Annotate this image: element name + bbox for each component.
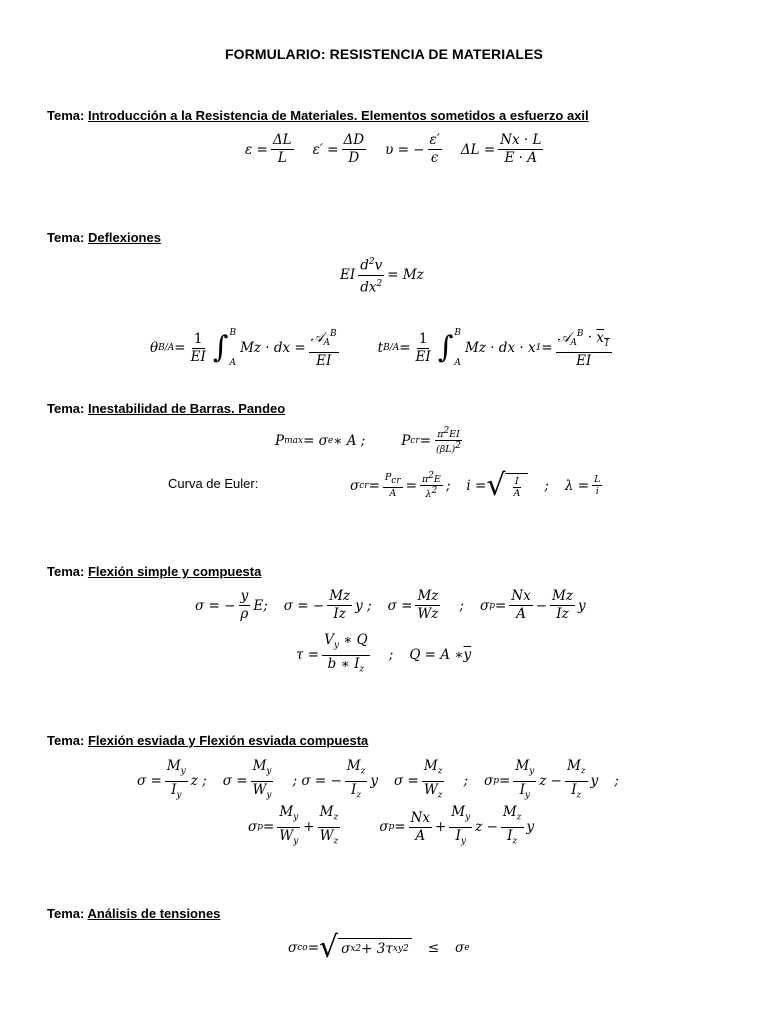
document-title: FORMULARIO: RESISTENCIA DE MATERIALES [225, 46, 543, 62]
topic-prefix: Tema: [47, 230, 85, 245]
topic-prefix: Tema: [47, 906, 85, 921]
topic-title: Deflexiones [87, 230, 161, 245]
moment-area-equations: θ B/A = 1 EI ∫ B A Mz · dx = 𝒜$_A^B$ EI t B/A = 1 EI ∫ B A Mz · dx · x 1 = 𝒜$_A^B$ · $x_1$ EI [150, 326, 615, 370]
von-mises-equation: σ co = √ σ x 2 + 3τ xy 2 ≤ σ e [288, 930, 470, 965]
topic-heading [47, 401, 285, 416]
topic-title: Flexión simple y compuesta [87, 564, 262, 579]
euler-equations: σ cr = $P_{cr}$ A = $\pi^2E$ $\lambda^2$ ; i = √ I A ; λ = L i [350, 468, 601, 503]
topic-heading [47, 108, 589, 123]
topic-heading [47, 733, 368, 748]
oblique-composite-equations: σ p = $M_y$ $W_y$ + $M_z$ $W_z$ σ p = Nx A + $M_y$ $I_y$ z − $M_z$ $I_z$ y [248, 804, 535, 847]
oblique-bending-equations: σ = $M_y$ $I_y$ z ; σ = $M_y$ $W_y$ ; σ = − $M_z$ $I_z$ y σ = $M_z$ $W_z$ ; σ p = $M_y$ $I_y$ z − $M_z$ $I_z$ y ; [137, 758, 619, 801]
topic-heading [47, 564, 261, 579]
topic-title: Flexión esviada y Flexión esviada compuesta [87, 733, 369, 748]
euler-label: Curva de Euler: [168, 476, 259, 491]
topic-heading [47, 230, 161, 245]
topic-heading [47, 906, 220, 921]
elastic-curve-equation: EI $d^2v$ $dx^2$ = Mz [340, 254, 424, 296]
axial-equations: ε = ΔL L ε′ = ΔD D υ = − ε′ ϵ ΔL = Nx · L E · A [245, 132, 542, 166]
shear-equations: τ = $V_y$ ∗ Q b ∗ $I_z$ ; Q = A ∗ $\overline{y}$ [296, 632, 472, 675]
topic-prefix: Tema: [47, 108, 85, 123]
topic-prefix: Tema: [47, 564, 85, 579]
topic-prefix: Tema: [47, 733, 85, 748]
bending-equations: σ = − y ρ E; σ = − Mz Iz y ; σ = Mz Wz ; σ p = Nx A − Mz Iz y [195, 588, 586, 622]
topic-prefix: Tema: [47, 401, 85, 416]
topic-title: Inestabilidad de Barras. Pandeo [87, 401, 286, 416]
topic-title: Introducción a la Resistencia de Materiales. Elementos sometidos a esfuerzo axil [87, 108, 589, 123]
topic-title: Análisis de tensiones [87, 906, 221, 921]
buckling-equations: P max = σ e ∗ A ; P cr = $\pi^2EI$ $(\beta L)^2$ [275, 426, 461, 456]
